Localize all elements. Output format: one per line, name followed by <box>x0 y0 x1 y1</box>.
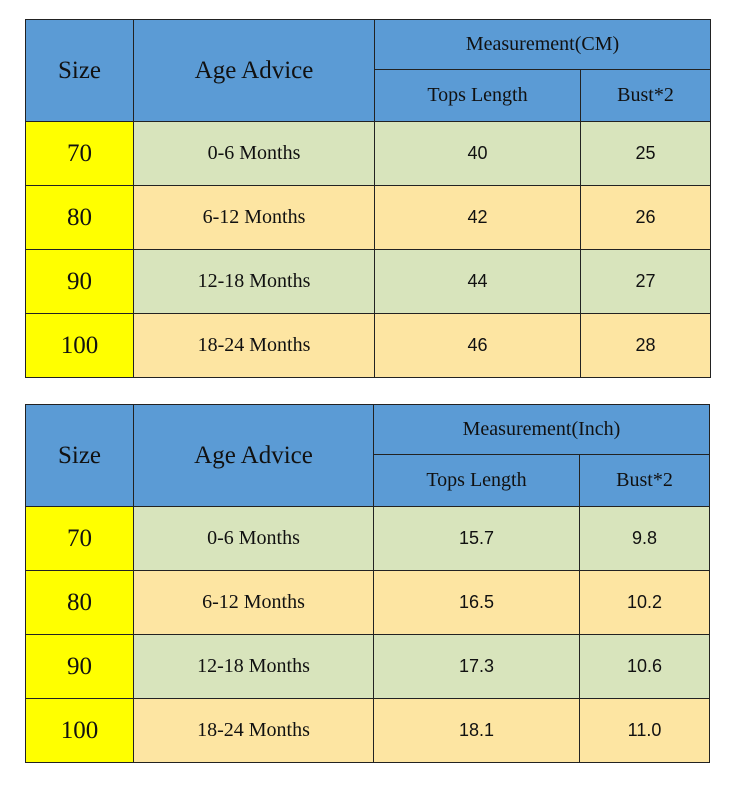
tops-length-cell: 46 <box>375 314 581 378</box>
tops-length-cell: 15.7 <box>374 507 580 571</box>
size-header: Size <box>26 20 134 122</box>
table-row <box>26 122 711 186</box>
size-chart-cm-table <box>25 19 711 378</box>
size-cell: 80 <box>26 186 134 250</box>
table-row <box>26 571 710 635</box>
tops-length-cell: 18.1 <box>374 699 580 763</box>
bust-cell: 28 <box>581 314 711 378</box>
tops-length-header: Tops Length <box>374 455 580 507</box>
tops-length-cell: 16.5 <box>374 571 580 635</box>
bust-cell: 27 <box>581 250 711 314</box>
size-cell: 80 <box>26 571 134 635</box>
table-row <box>26 507 710 571</box>
bust-cell: 10.6 <box>580 635 710 699</box>
age-cell: 6-12 Months <box>134 571 374 635</box>
bust-cell: 9.8 <box>580 507 710 571</box>
size-chart-inch-table <box>25 404 710 763</box>
size-cell: 70 <box>26 122 134 186</box>
size-cell: 70 <box>26 507 134 571</box>
table-row <box>26 699 710 763</box>
age-cell: 18-24 Months <box>134 314 375 378</box>
tops-length-cell: 17.3 <box>374 635 580 699</box>
size-cell: 90 <box>26 250 134 314</box>
header-row <box>26 405 710 455</box>
tops-length-cell: 44 <box>375 250 581 314</box>
table-row <box>26 314 711 378</box>
size-cell: 100 <box>26 314 134 378</box>
age-cell: 18-24 Months <box>134 699 374 763</box>
tops-length-header: Tops Length <box>375 70 581 122</box>
table-row <box>26 186 711 250</box>
age-advice-header: Age Advice <box>134 20 375 122</box>
measurement-header: Measurement(CM) <box>375 20 711 70</box>
tops-length-cell: 42 <box>375 186 581 250</box>
bust-cell: 26 <box>581 186 711 250</box>
bust-header: Bust*2 <box>580 455 710 507</box>
header-row <box>26 20 711 70</box>
age-advice-header: Age Advice <box>134 405 374 507</box>
bust-cell: 10.2 <box>580 571 710 635</box>
age-cell: 12-18 Months <box>134 250 375 314</box>
table-row <box>26 250 711 314</box>
tops-length-cell: 40 <box>375 122 581 186</box>
age-cell: 12-18 Months <box>134 635 374 699</box>
age-cell: 6-12 Months <box>134 186 375 250</box>
size-cell: 90 <box>26 635 134 699</box>
bust-header: Bust*2 <box>581 70 711 122</box>
size-header: Size <box>26 405 134 507</box>
measurement-header: Measurement(Inch) <box>374 405 710 455</box>
table-row <box>26 635 710 699</box>
bust-cell: 25 <box>581 122 711 186</box>
age-cell: 0-6 Months <box>134 507 374 571</box>
size-cell: 100 <box>26 699 134 763</box>
bust-cell: 11.0 <box>580 699 710 763</box>
age-cell: 0-6 Months <box>134 122 375 186</box>
